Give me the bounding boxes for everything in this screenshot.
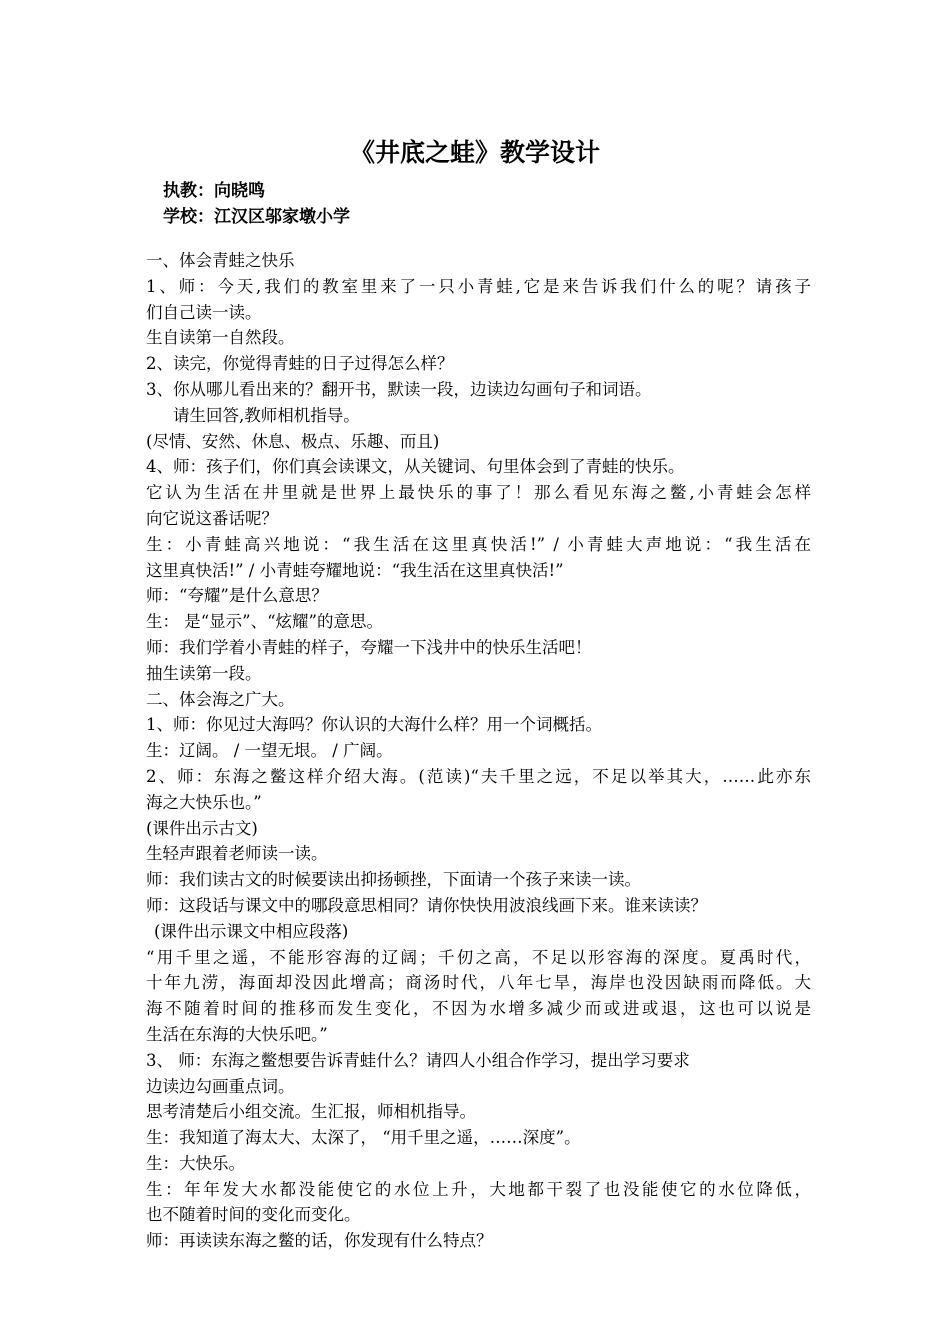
text-line: 2、师：东海之鳖这样介绍大海。(范读)“夫千里之远，不足以举其大，……此亦东: [146, 766, 811, 786]
text-line: 请生回答,教师相机指导。: [173, 405, 360, 425]
text-line: “用千里之遥，不能形容海的辽阔；千仞之高，不足以形容海的深度。夏禹时代，: [146, 947, 811, 967]
text-line: 也不随着时间的变化而变化。: [146, 1205, 361, 1225]
text-line: 师：我们学着小青蛙的样子，夸耀一下浅井中的快乐生活吧！: [146, 637, 592, 657]
text-line: 师：“夸耀”是什么意思？: [146, 586, 328, 606]
text-line: 4、师：孩子们，你们真会读课文，从关键词、句里体会到了青蛙的快乐。: [146, 457, 685, 477]
text-line: 向它说这番话呢？: [146, 508, 278, 528]
text-line: 生：辽阔。 / 一望无垠。 / 广阔。: [146, 741, 393, 761]
section-heading-1: 一、体会青蛙之快乐: [146, 251, 295, 270]
text-line: 生：大快乐。: [146, 1153, 245, 1173]
text-line: 生活在东海的大快乐吧。”: [146, 1024, 328, 1044]
text-line: 海不随着时间的推移而发生变化，不因为水增多减少而或进或退，这也可以说是: [146, 999, 811, 1019]
teacher-line: 执教：向晓鸣: [163, 181, 265, 201]
body-text: [146, 248, 811, 1254]
text-line: 思考清楚后小组交流。生汇报，师相机指导。: [146, 1102, 476, 1122]
text-line: 师：我们读古文的时候要读出抑扬顿挫，下面请一个孩子来读一读。: [146, 870, 641, 890]
text-line: 生轻声跟着老师读一读。: [146, 844, 328, 864]
text-line: 抽生读第一段。: [146, 663, 262, 683]
text-line: (课件出示古文): [146, 818, 258, 838]
text-line: 这里真快活!” / 小青蛙夸耀地说：“我生活在这里真快活!”: [146, 560, 564, 580]
section-heading-2: 二、体会海之广大。: [146, 689, 295, 709]
text-line: 生：小青蛙高兴地说：“我生活在这里真快活!” / 小青蛙大声地说：“我生活在: [146, 534, 811, 554]
text-line: 3、你从哪儿看出来的？翻开书，默读一段，边读边勾画句子和词语。: [146, 379, 652, 399]
text-line: 海之大快乐也。”: [146, 792, 262, 812]
text-line: 师：再读读东海之鳖的话，你发现有什么特点？: [146, 1231, 493, 1251]
text-line: 1、师：你见过大海吗？你认识的大海什么样？用一个词概括。: [146, 715, 602, 735]
text-line: 师：这段话与课文中的哪段意思相同？请你快快用波浪线画下来。谁来读读？: [146, 895, 707, 915]
text-line: 边读边勾画重点词。: [146, 1076, 295, 1096]
text-line: 它认为生活在井里就是世界上最快乐的事了！那么看见东海之鳖,小青蛙会怎样: [146, 483, 811, 503]
text-line: 生：年年发大水都没能使它的水位上升，大地都干裂了也没能使它的水位降低，: [146, 1179, 811, 1199]
text-line: 1、师：今天,我们的教室里来了一只小青蛙,它是来告诉我们什么的呢？请孩子: [146, 276, 811, 296]
document-title: 《井底之蛙》教学设计: [349, 138, 600, 167]
text-line: 十年九涝，海面却没因此增高；商汤时代，八年七旱，海岸也没因缺雨而降低。大: [146, 973, 811, 993]
text-line: (尽情、安然、休息、极点、乐趣、而且): [146, 431, 440, 451]
school-line: 学校：江汉区邬家墩小学: [163, 207, 350, 227]
text-line: 生：我知道了海太大、太深了， “用千里之遥，……深度”。: [146, 1128, 581, 1148]
text-line: 生： 是“显示”、“炫耀”的意思。: [146, 612, 383, 632]
text-line: 们自己读一读。: [146, 302, 262, 322]
text-line: 3、 师：东海之鳖想要告诉青蛙什么？请四人小组合作学习，提出学习要求: [146, 1050, 690, 1070]
text-line: 生自读第一自然段。: [146, 328, 295, 348]
text-line: 2、读完，你觉得青蛙的日子过得怎么样？: [146, 354, 454, 374]
text-line: (课件出示课文中相应段落): [154, 921, 349, 941]
